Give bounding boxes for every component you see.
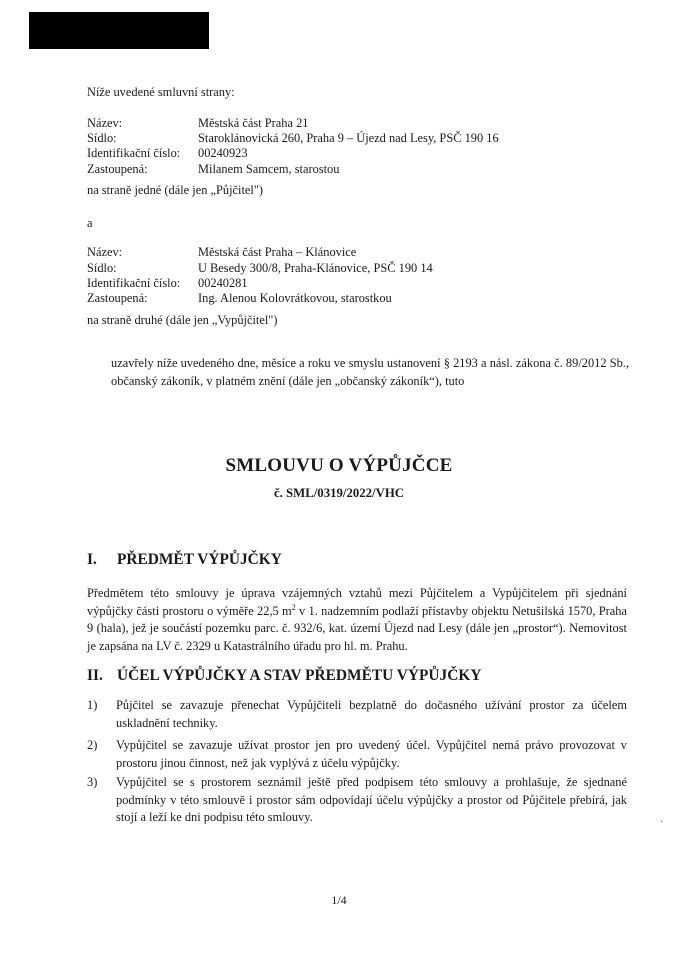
- party1-value-rep: Milanem Samcem, starostou: [198, 162, 340, 176]
- section1-number: I.: [87, 551, 97, 568]
- item3-number: 3): [87, 775, 98, 789]
- party2-label-name: Název:: [87, 245, 123, 259]
- party2-value-id: 00240281: [198, 276, 248, 290]
- redaction-block: [29, 12, 209, 49]
- party1-value-id: 00240923: [198, 146, 248, 160]
- item2-number: 2): [87, 738, 98, 752]
- party1-value-seat: Staroklánovická 260, Praha 9 – Újezd nad Lesy, PSČ 190 16: [198, 131, 499, 145]
- party2-value-name: Městská část Praha – Klánovice: [198, 245, 357, 259]
- item3-text: Vypůjčitel se s prostorem seznámil ještě před podpisem této smlouvy a prohlašuje, že sjednané podmínky v této smlouvě i prostor sám odpovídají účelu výpůjčky a prostor od Půjčitele přebírá, jak stojí a leží ke dni podpisu této smlouvy.: [116, 775, 627, 825]
- item2-text: Vypůjčitel se zavazuje užívat prostor jen pro uvedený účel. Vypůjčitel nemá právo provozovat v prostoru jinou činnost, než jak vyplývá z účelu výpůjčky.: [116, 738, 627, 770]
- page-number: 1/4: [331, 893, 347, 907]
- party1-label-name: Název:: [87, 116, 123, 130]
- connector-a: a: [87, 216, 93, 230]
- margin-mark: ·: [660, 817, 664, 828]
- section2-number: II.: [87, 667, 103, 684]
- intro-text: Níže uvedené smluvní strany:: [87, 85, 235, 99]
- party2-role: na straně druhé (dále jen „Vypůjčitel"): [87, 313, 278, 327]
- party1-label-id: Identifikační číslo:: [87, 146, 181, 160]
- party1-value-name: Městská část Praha 21: [198, 116, 309, 130]
- party1-label-rep: Zastoupená:: [87, 162, 148, 176]
- section1-heading: PŘEDMĚT VÝPŮJČKY: [117, 551, 282, 568]
- item1-number: 1): [87, 698, 98, 712]
- contract-number: č. SML/0319/2022/VHC: [273, 486, 405, 500]
- party2-label-seat: Sídlo:: [87, 261, 117, 275]
- preamble-text: uzavřely níže uvedeného dne, měsíce a roku ve smyslu ustanovení § 2193 a násl. zákona č. 89/2012 Sb., občanský zákoník, v platném znění (dále jen „občanský zákoník“), tuto: [111, 356, 629, 388]
- party2-label-rep: Zastoupená:: [87, 291, 148, 305]
- party2-value-rep: Ing. Alenou Kolovrátkovou, starostkou: [198, 291, 392, 305]
- section2-heading: ÚČEL VÝPŮJČKY A STAV PŘEDMĚTU VÝPŮJČKY: [117, 667, 482, 684]
- section1-paragraph: Předmětem této smlouvy je úprava vzájemných vztahů mezi Půjčitelem a Vypůjčitelem při sjednání výpůjčky části prostoru o výměře 22,5 $m^2$ v 1. nadzemním podlaží přístavby objektu Netušilská 1570, Praha 9 (hala), jež je součástí pozemku parc. č. 932/6, kat. území Újezd nad Lesy (dále jen „prostor“). Nemovitost je zapsána na LV č. 2329 u Katastrálního úřadu pro hl. m. Prahu.: [87, 586, 628, 653]
- item1-text: Půjčitel se zavazuje přenechat Vypůjčiteli bezplatně do dočasného užívání prostor za účelem uskladnění techniky.: [116, 698, 627, 730]
- party1-label-seat: Sídlo:: [87, 131, 117, 145]
- party2-value-seat: U Besedy 300/8, Praha-Klánovice, PSČ 190 14: [198, 261, 433, 275]
- party2-label-id: Identifikační číslo:: [87, 276, 181, 290]
- party1-role: na straně jedné (dále jen „Půjčitel"): [87, 183, 264, 197]
- document-title: SMLOUVU O VÝPŮJČCE: [225, 455, 453, 476]
